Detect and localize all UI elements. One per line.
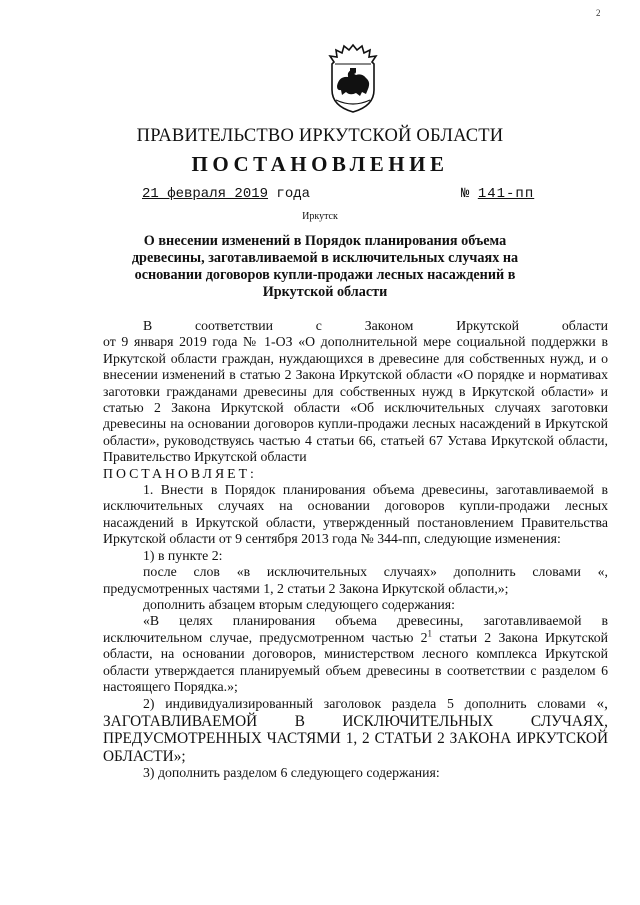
quote-superscript: 1 [427,628,433,639]
intro-paragraph: от 9 января 2019 года № 1-ОЗ «О дополнительной мере социальной поддержки в Иркутской области граждан, нуждающихся в древесине для собственных нужд, и о внесении изменений в статью 2 Закона Иркутской области «О порядке и нормативах заготовки гражданами древесины для собственных нужд в Иркутской области» и статью 2 Закона Иркутской области «Об исключительных случаях заготовки древесины на основании договоров купли-продажи лесных насаждений в Иркутской области», руководствуясь частью 4 статьи 66, статьей 67 Устава Иркутской области, Правительство Иркутской области [103,334,608,465]
subitem-2-caps: «, ЗАГОТАВЛИВАЕМОЙ В ИСКЛЮЧИТЕЛЬНЫХ СЛУЧАЯХ, ПРЕДУСМОТРЕННЫХ ЧАСТЯМИ 1, 2 СТАТЬИ 2 ЗАКОНА ИРКУТСКОЙ ОБЛАСТИ»; [103,695,609,765]
decree-number [461,186,534,202]
number-label: № [461,186,470,202]
government-name: ПРАВИТЕЛЬСТВО ИРКУТСКОЙ ОБЛАСТИ [136,126,504,146]
quote-text-start: «В целях планирования объема древесины, заготавливаемой в исключительном случае, предусмотренном частью 2 [103,613,608,645]
document-type-heading: ПОСТАНОВЛЕНИЕ [191,152,449,176]
subitem-1: 1) в пункте 2: [143,547,223,563]
quoted-paragraph [103,613,608,695]
subitem-1-b: дополнить абзацем вторым следующего содержания: [143,596,455,612]
city-name: Иркутск [302,211,338,222]
irkutsk-coat-of-arms-icon [322,42,384,114]
subitem-3: 3) дополнить разделом 6 следующего содержания: [143,764,440,780]
decree-body [103,318,608,781]
item-1-paragraph: 1. Внести в Порядок планирования объема древесины, заготавливаемой в исключительных случаях на основании договоров купли-продажи лесных насаждений в Иркутской области, утвержденный постановлением Правительства Иркутской области от 9 сентября 2013 года № 344-пп, следующие изменения: [103,482,608,547]
intro-first-line: В соответствии с Законом Иркутской области [143,318,608,333]
subitem-1-a: после слов «в исключительных случаях» дополнить словами «, предусмотренных частями 1, 2 статьи 2 Закона Иркутской области,»; [103,564,608,596]
number-value: 141-пп [477,186,535,202]
decree-date-value: 21 февраля 2019 [142,186,269,202]
decree-date [142,186,310,202]
quote-text-end: статьи 2 Закона Иркутской области, на основании договоров, министерством лесного комплекса Иркутской области утверждается планируемый объем древесины в соответствии с разделом 6 настоящего Порядка.»; [103,629,608,694]
page-number: 2 [596,8,601,18]
decree-title: О внесении изменений в Порядок планирования объема древесины, заготавливаемой в исключительных случаях на основании договоров купли-продажи лесных насаждений в Иркутской области [131,233,519,300]
subitem-2-start: 2) индивидуализированный заголовок раздела 5 дополнить словами [143,696,586,712]
resolves-word: ПОСТАНОВЛЯЕТ: [103,465,257,481]
decree-date-suffix: года [268,186,311,202]
subitem-2 [103,695,608,765]
